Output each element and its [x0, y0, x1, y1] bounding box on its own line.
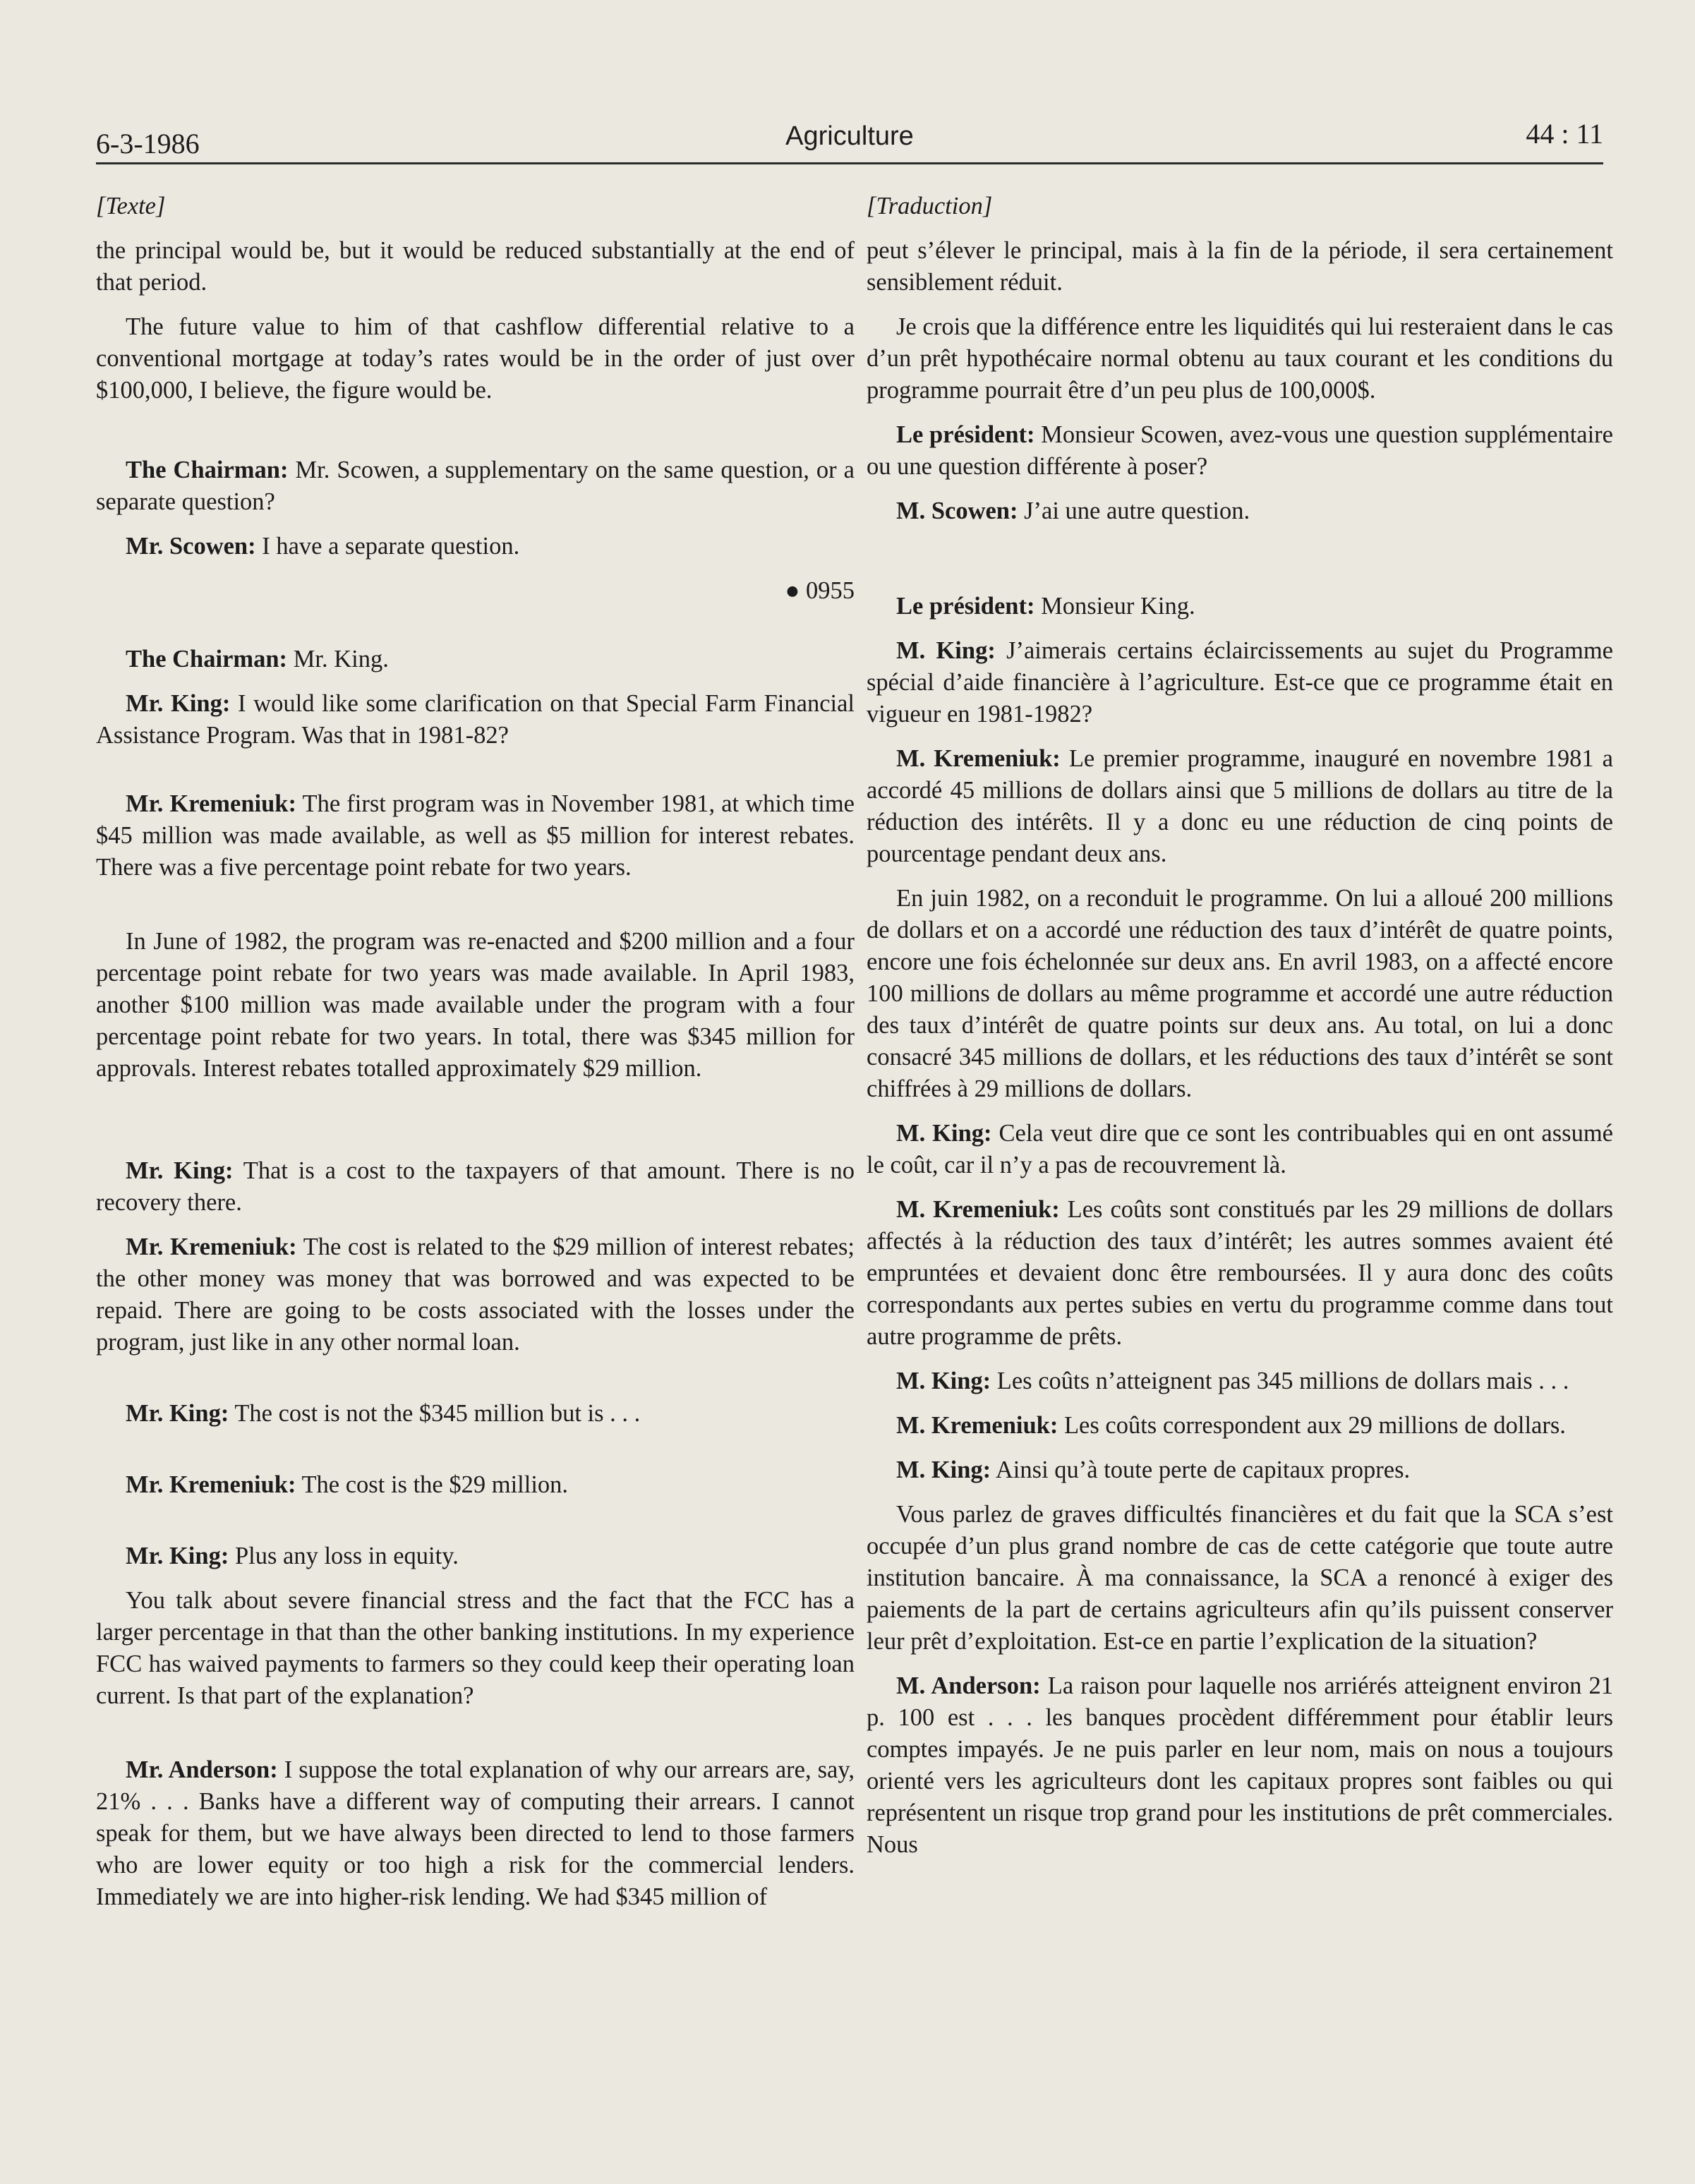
speaker: M. King: — [896, 637, 996, 664]
speech: Les coûts n’atteignent pas 345 millions de dollars mais . . . — [991, 1368, 1569, 1394]
paragraph — [96, 1540, 855, 1572]
speaker: Mr. Scowen: — [126, 533, 256, 560]
speech: Ainsi qu’à toute perte de capitaux propres. — [991, 1456, 1411, 1483]
paragraph: In June of 1982, the program was re-enacted and $200 million and a four percentage point rebate for two years was made available. In April 1983, another $100 million was made available under the program with a four percentage point rebate for two years. In total, there was $345 million for approvals. Interest rebates totalled approximately $29 million. — [96, 928, 855, 1082]
translation-tag-label: Traduction — [876, 193, 983, 219]
paragraph — [96, 788, 855, 883]
paragraph — [867, 591, 1613, 622]
speech: Les coûts sont constitués par les 29 millions de dollars affectés à la réduction des taux d’intérêt; les autres sommes avaient été empruntées et devaient donc être remboursées. Il y aura donc des coûts correspondants aux pertes subies en vertu du programme comme dans tout autre programme de prêts. — [867, 1196, 1613, 1350]
paragraph — [96, 1398, 855, 1430]
speaker: Mr. King: — [126, 690, 231, 717]
paragraph — [96, 688, 855, 752]
speaker: Mr. Kremeniuk: — [126, 1471, 296, 1498]
speech: The cost is not the $345 million but is . . . — [229, 1400, 641, 1427]
paragraph — [96, 644, 855, 675]
speech: Mr. King. — [287, 646, 389, 672]
paragraph — [867, 419, 1613, 483]
speaker: M. Anderson: — [896, 1672, 1041, 1699]
speech: La raison pour laquelle nos arriérés atteignent environ 21 p. 100 est . . . les banques procèdent différemment pour établir leurs comptes impayés. Je ne puis parler en leur nom, mais on nous a toujours orienté vers les agriculteurs dont les capitaux propres sont faibles ou qui représentent un risque trop grand pour les institutions de prêt commerciales. Nous — [867, 1672, 1613, 1858]
speaker: Mr. King: — [126, 1157, 234, 1184]
french-column — [867, 191, 1613, 1874]
header-page-number: 44 : 11 — [1526, 118, 1603, 150]
paragraph — [867, 1670, 1613, 1861]
speaker: M. Kremeniuk: — [896, 1412, 1058, 1439]
paragraph: Je crois que la différence entre les liquidités qui lui resteraient dans le cas d’un prêt hypothécaire normal obtenu au taux courant et les conditions du programme pourrait être d’un peu plus de 100,000$. — [867, 313, 1613, 404]
speech: The cost is the $29 million. — [296, 1471, 569, 1498]
speaker: M. King: — [896, 1456, 991, 1483]
speaker: Le président: — [896, 593, 1035, 620]
speech: Monsieur King. — [1035, 593, 1195, 620]
page-header — [96, 113, 1603, 164]
time-marker: ● 0955 — [785, 577, 855, 604]
paragraph: You talk about severe financial stress and the fact that the FCC has a larger percentage in that than the other banking institutions. In my experience FCC has waived payments to farmers so they could keep their operating loan current. Is that part of the explanation? — [96, 1587, 855, 1709]
paragraph — [867, 1365, 1613, 1397]
speech: J’ai une autre question. — [1018, 497, 1250, 524]
speaker: M. King: — [896, 1120, 992, 1147]
paragraph — [867, 1118, 1613, 1181]
english-column — [96, 191, 855, 1926]
speech: The first program was in November 1981, at which time $45 million was made available, as well as $5 million for interest rebates. There was a five percentage point rebate for two years. — [96, 790, 855, 881]
speech: Mr. Scowen, a supplementary on the same question, or a separate question? — [96, 457, 855, 515]
paragraph — [867, 1194, 1613, 1353]
speech: The cost is related to the $29 million of interest rebates; the other money was money that was borrowed and was expected to be repaid. There are going to be costs associated with the losses under the program, just like in any other normal loan. — [96, 1233, 855, 1356]
speaker: M. King: — [896, 1368, 991, 1394]
text-tag-label: Texte — [105, 193, 156, 219]
speaker: Mr. Kremeniuk: — [126, 1233, 297, 1260]
paragraph: En juin 1982, on a reconduit le programme. On lui a alloué 200 millions de dollars et on a accordé une réduction des taux d’intérêt de quatre points, encore une fois échelonnée sur deux ans. En avril 1983, on a affecté encore 100 millions de dollars au même programme et accordé une autre réduction des taux d’intérêt de quatre points sur deux ans. Au total, on lui a donc consacré 345 millions de dollars, et les réductions des taux d’intérêt se sont chiffrées à 29 millions de dollars. — [867, 885, 1613, 1102]
paragraph — [96, 454, 855, 518]
paragraph — [96, 1155, 855, 1219]
speaker: M. Kremeniuk: — [896, 745, 1061, 772]
paragraph — [867, 495, 1613, 527]
paragraph — [867, 1454, 1613, 1486]
speech: I would like some clarification on that Special Farm Financial Assistance Program. Was that in 1981-82? — [96, 690, 855, 749]
speech: I suppose the total explanation of why our arrears are, say, 21% . . . Banks have a different way of computing their arrears. I cannot speak for them, but we have always been directed to lend to those farmers who are lower equity or too high a risk for the commercial lenders. Immediately we are into higher-risk lending. We had $345 million of — [96, 1756, 855, 1910]
speech: Les coûts correspondent aux 29 millions de dollars. — [1058, 1412, 1566, 1439]
paragraph: Vous parlez de graves difficultés financières et du fait que la SCA s’est occupée d’un plus grand nombre de cas de cette catégorie que toute autre institution bancaire. À ma connaissance, la SCA a renoncé à exiger des paiements de la part de certains agriculteurs afin qu’ils puissent conserver leur prêt d’exploitation. Est-ce en partie l’explication de la situation? — [867, 1501, 1613, 1655]
speech: J’aimerais certains éclaircissements au sujet du Programme spécial d’aide financière à l’agriculture. Est-ce que ce programme était en vigueur en 1981-1982? — [867, 637, 1613, 728]
speaker: Mr. Anderson: — [126, 1756, 278, 1783]
paragraph: the principal would be, but it would be reduced substantially at the end of that period. — [96, 237, 855, 296]
paragraph — [867, 635, 1613, 730]
speaker: The Chairman: — [126, 646, 288, 672]
speech: I have a separate question. — [255, 533, 520, 560]
speaker: Le président: — [896, 421, 1035, 448]
speaker: M. Kremeniuk: — [896, 1196, 1060, 1223]
speaker: The Chairman: — [126, 457, 289, 483]
speaker: M. Scowen: — [896, 497, 1018, 524]
speech: Plus any loss in equity. — [229, 1543, 459, 1569]
paragraph — [96, 1754, 855, 1913]
translation-tag: [Traduction] — [867, 193, 993, 219]
speaker: Mr. Kremeniuk: — [126, 790, 296, 817]
paragraph — [867, 1410, 1613, 1442]
speech: That is a cost to the taxpayers of that amount. There is no recovery there. — [96, 1157, 855, 1216]
header-title: Agriculture — [785, 121, 914, 151]
paragraph — [867, 743, 1613, 870]
speaker: Mr. King: — [126, 1543, 229, 1569]
speech: Monsieur Scowen, avez-vous une question supplémentaire ou une question différente à poser? — [867, 421, 1613, 480]
speech: Le premier programme, inauguré en novembre 1981 a accordé 45 millions de dollars ainsi que 5 millions de dollars au titre de la réduction des intérêts. Il y a donc eu une réduction de cinq points de pourcentage pendant deux ans. — [867, 745, 1613, 867]
paragraph — [96, 1469, 855, 1501]
paragraph — [96, 1231, 855, 1358]
speech: Cela veut dire que ce sont les contribuables qui en ont assumé le coût, car il n’y a pas de recouvrement là. — [867, 1120, 1613, 1178]
text-tag: [Texte] — [96, 193, 166, 219]
paragraph: The future value to him of that cashflow differential relative to a conventional mortgage at today’s rates would be in the order of just over $100,000, I believe, the figure would be. — [96, 313, 855, 404]
speaker: Mr. King: — [126, 1400, 229, 1427]
paragraph — [96, 531, 855, 562]
header-date: 6-3-1986 — [96, 128, 200, 159]
paragraph: peut s’élever le principal, mais à la fin de la période, il sera certainement sensiblement réduit. — [867, 237, 1613, 296]
